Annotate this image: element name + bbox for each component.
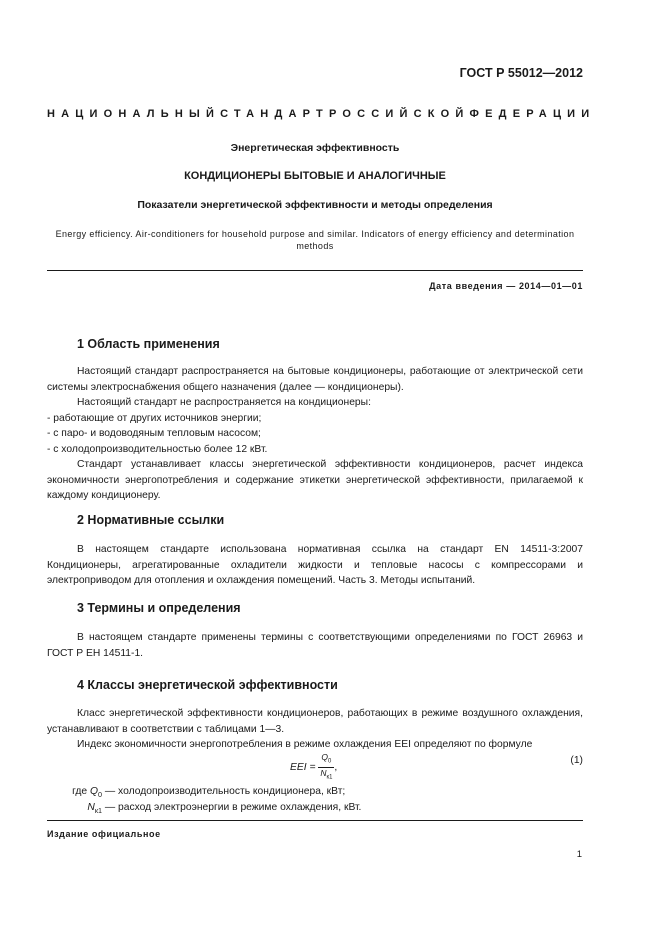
formula-eei xyxy=(47,752,583,782)
section-body xyxy=(47,364,583,504)
title-line-2: КОНДИЦИОНЕРЫ БЫТОВЫЕ И АНАЛОГИЧНЫЕ xyxy=(184,170,446,182)
section-body xyxy=(47,706,583,753)
paragraph: В настоящем стандарте использована нормативная ссылка на стандарт EN 14511-3:2007 Кондиционеры, агрегатированные охладители жидкости и тепловые насосы с компрессорами и электроприводом для отопления и охлаждения помещений. Часть 3. Методы испытаний. xyxy=(47,544,583,586)
where-symbol: Q xyxy=(89,786,98,797)
formula-trail: , xyxy=(334,761,338,773)
formula-numerator-sub: 0 xyxy=(328,758,332,765)
paragraph: Настоящий стандарт распространяется на бытовые кондиционеры, работающие от электрической сети системы электроснабжения общего назначения (далее — кондиционеры). xyxy=(47,366,583,393)
list-item: - с паро- и водоводяным тепловым насосом; xyxy=(47,428,261,439)
national-standard-banner xyxy=(47,108,596,120)
banner-word: СТАНДАРТ xyxy=(220,108,329,120)
page-number: 1 xyxy=(576,849,582,860)
edition-label: Издание официальное xyxy=(47,829,161,839)
banner-word: ФЕДЕРАЦИИ xyxy=(469,108,596,120)
formula-fraction xyxy=(318,752,334,782)
formula-number: (1) xyxy=(570,755,583,766)
formula-lhs: EEI = xyxy=(290,761,316,773)
where-dash: — xyxy=(104,786,116,797)
where-line xyxy=(47,800,361,819)
list-item: - работающие от других источников энергии; xyxy=(47,412,262,424)
english-title: Energy efficiency. Air-conditioners for household purpose and similar. Indicators of energy efficiency and determination methods xyxy=(55,229,575,251)
where-symbol: N xyxy=(87,802,95,813)
title-line-1: Энергетическая эффективность xyxy=(230,142,400,154)
paragraph: Настоящий стандарт не распространяется на кондиционеры: xyxy=(77,397,371,408)
header-divider xyxy=(47,270,583,271)
section-heading: 3 Термины и определения xyxy=(77,601,241,615)
title-line-3: Показатели энергетической эффективности и методы определения xyxy=(137,199,493,211)
paragraph: Стандарт устанавливает классы энергетической эффективности кондиционеров, расчет индекса экономичности энергопотребления и содержание этикетки энергетической эффективности, прилагаемой к каждому кондиционеру. xyxy=(47,459,583,501)
paragraph: Класс энергетической эффективности кондиционеров, работающих в режиме воздушного охлаждения, устанавливают в соответствии с таблицами 1—3. xyxy=(47,708,583,735)
formula-numerator: Q xyxy=(321,752,329,762)
paragraph: Индекс экономичности энергопотребления в режиме охлаждения EEI определяют по формуле xyxy=(77,739,533,750)
formula-denominator-sub: к1 xyxy=(326,774,333,781)
where-dash: — xyxy=(104,802,116,813)
where-symbol-sub: к1 xyxy=(94,806,102,816)
banner-word: РОССИЙСКОЙ xyxy=(328,108,470,120)
where-text: расход электроэнергии в режиме охлаждения, кВт. xyxy=(118,802,362,813)
paragraph: В настоящем стандарте применены термины с соответствующими определениями по ГОСТ 26963 и ГОСТ Р ЕН 14511-1. xyxy=(47,632,583,659)
list-item: - с холодопроизводительностью более 12 кВт. xyxy=(47,443,268,455)
where-symbol-sub: 0 xyxy=(97,790,102,800)
document-code: ГОСТ Р 55012—2012 xyxy=(459,66,583,80)
introduction-date: Дата введения — 2014—01—01 xyxy=(429,281,583,291)
section-heading: 2 Нормативные ссылки xyxy=(77,513,225,527)
where-text: холодопроизводительность кондиционера, кВт; xyxy=(118,786,346,797)
banner-word: НАЦИОНАЛЬНЫЙ xyxy=(47,108,221,120)
section-body xyxy=(47,630,583,661)
formula-denominator: N xyxy=(320,767,327,778)
section-heading: 1 Область применения xyxy=(77,337,220,351)
where-prefix: где xyxy=(72,786,88,797)
section-body xyxy=(47,542,583,589)
section-heading: 4 Классы энергетической эффективности xyxy=(77,678,338,692)
footer-divider xyxy=(47,820,583,821)
